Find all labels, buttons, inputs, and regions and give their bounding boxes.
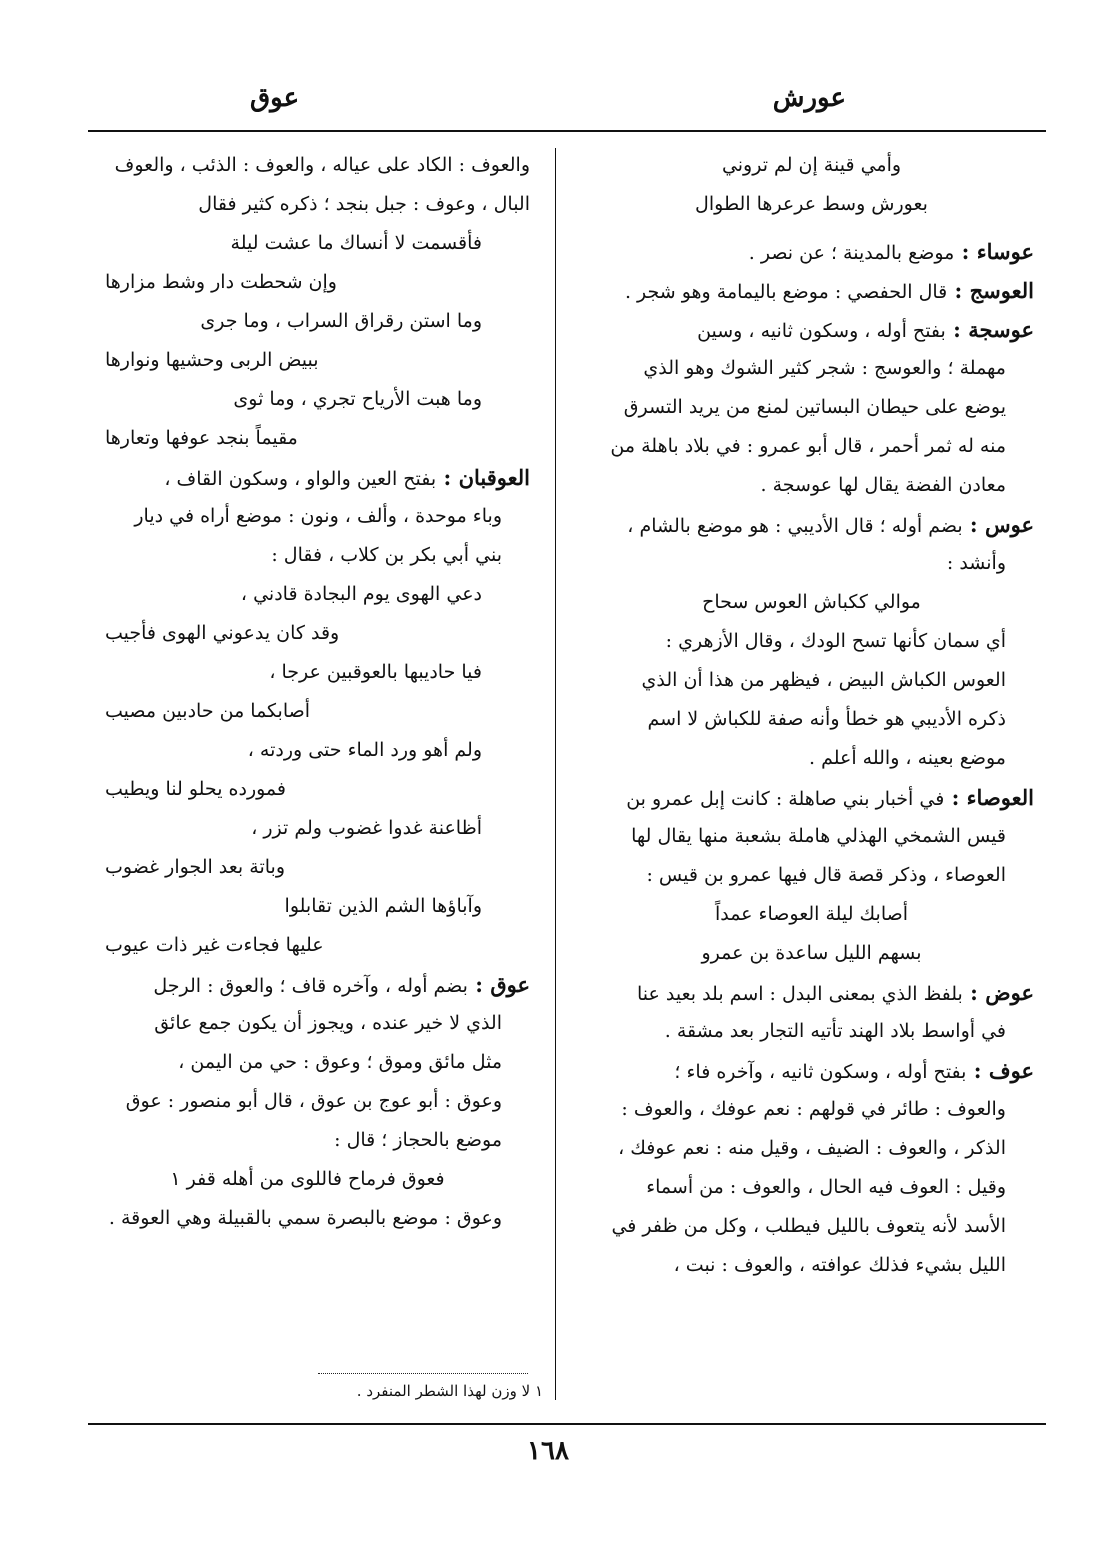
verse-line xyxy=(85,887,530,926)
line-text: مثل مائق وموق ؛ وعوق : حي من اليمن ، xyxy=(178,1051,502,1073)
line-text: وباء موحدة ، وألف ، ونون : موضع أراه في ديار xyxy=(134,505,502,527)
text-line xyxy=(589,700,1034,739)
text-line xyxy=(589,661,1034,700)
line-text: وما استن رقراق السراب ، وما جرى xyxy=(200,310,482,332)
bottom-rule xyxy=(88,1423,1046,1425)
page-number: ١٦٨ xyxy=(527,1436,569,1466)
text-line xyxy=(589,349,1034,388)
verse-line xyxy=(85,380,530,419)
line-text: بسهم الليل ساعدة بن عمرو xyxy=(701,942,922,964)
verse-line xyxy=(85,653,530,692)
headword: عوف : xyxy=(966,1058,1034,1083)
text-line xyxy=(85,497,530,536)
column-divider xyxy=(555,148,556,1400)
headword: العوسج : xyxy=(947,278,1034,303)
line-text: وآباؤها الشم الذين تقابلوا xyxy=(284,895,482,917)
entry-line xyxy=(589,778,1034,817)
line-text: وما هبت الأرياح تجري ، وما ثوى xyxy=(233,388,482,410)
text-line xyxy=(85,1121,530,1160)
line-text: الأسد لأنه يتعوف بالليل فيطلب ، وكل من ظفر في xyxy=(611,1215,1006,1237)
text-line xyxy=(589,622,1034,661)
line-text: بضم أوله ؛ قال الأديبي : هو موضع بالشام ، xyxy=(627,515,963,537)
headword: عوض : xyxy=(962,980,1034,1005)
verse-line xyxy=(85,341,530,380)
entry-line xyxy=(589,973,1034,1012)
verse-line xyxy=(85,224,530,263)
headword: العوقبان : xyxy=(436,465,530,490)
line-text: موضع بالحجاز ؛ قال : xyxy=(334,1129,502,1151)
line-text: وقيل : العوف فيه الحال ، والعوف : من أسماء xyxy=(646,1176,1006,1198)
headword: عوق : xyxy=(467,972,530,997)
text-line xyxy=(85,146,530,185)
verse-line xyxy=(85,263,530,302)
text-line xyxy=(589,427,1034,466)
line-text: بفتح أوله ، وسكون ثانيه ، وسين xyxy=(697,320,946,342)
text-line xyxy=(85,1199,530,1238)
line-text: الذكر ، والعوف : الضيف ، وقيل منه : نعم عوفك ، xyxy=(618,1137,1006,1159)
text-line xyxy=(589,388,1034,427)
line-text: وقد كان يدعوني الهوى فأجيب xyxy=(105,622,340,644)
entry-line xyxy=(85,965,530,1004)
line-text: قال الحفصي : موضع باليمامة وهو شجر . xyxy=(624,281,948,303)
line-text: وإن شحطت دار وشط مزارها xyxy=(105,271,337,293)
line-text: أظاعنة غدوا غضوب ولم تزر ، xyxy=(251,817,482,839)
verse-line xyxy=(85,302,530,341)
line-text: ذكره الأديبي هو خطأ وأنه صفة للكباش لا اسم xyxy=(647,708,1006,730)
text-line xyxy=(589,1129,1034,1168)
verse-line xyxy=(589,895,1034,934)
text-line xyxy=(589,1012,1034,1051)
text-line xyxy=(589,1246,1034,1285)
entry-line xyxy=(589,310,1034,349)
line-text: ولم أهو ورد الماء حتى وردته ، xyxy=(247,739,482,761)
verse-line xyxy=(589,146,1034,185)
footnote-rule xyxy=(318,1373,528,1374)
line-text: يوضع على حيطان البساتين لمنع من يريد التسرق xyxy=(623,396,1006,418)
line-text: موضع بعينه ، والله أعلم . xyxy=(809,747,1006,769)
text-line xyxy=(85,536,530,575)
line-text: بفتح أوله ، وسكون ثانيه ، وآخره فاء ؛ xyxy=(674,1061,967,1083)
text-line xyxy=(589,1090,1034,1129)
entry-line xyxy=(589,232,1034,271)
entry-line xyxy=(589,271,1034,310)
line-text: وأمي قينة إن لم تروني xyxy=(721,154,902,176)
verse-line xyxy=(85,419,530,458)
line-text: أصابكما من حادبين مصيب xyxy=(105,700,311,722)
verse-line xyxy=(85,731,530,770)
line-text: والعوف : طائر في قولهم : نعم عوفك ، والعوف : xyxy=(621,1098,1006,1120)
entry-line xyxy=(589,505,1034,544)
running-head-left: عوق xyxy=(250,83,300,113)
text-line xyxy=(589,856,1034,895)
line-text: وعوق : موضع بالبصرة سمي بالقبيلة وهي العوقة . xyxy=(108,1207,502,1229)
verse-line xyxy=(589,934,1034,973)
line-text: فعوق فرماح فاللوى من أهله قفر ١ xyxy=(170,1168,445,1190)
text-line xyxy=(589,817,1034,856)
line-text: الليل بشيء فذلك عوافته ، والعوف : نبت ، xyxy=(673,1254,1006,1276)
line-text: دعي الهوى يوم البجادة قادني ، xyxy=(240,583,482,605)
line-text: فأقسمت لا أنساك ما عشت ليلة xyxy=(230,232,482,254)
spacer xyxy=(589,224,1034,232)
verse-line xyxy=(85,809,530,848)
right-column xyxy=(589,146,1034,1285)
text-line xyxy=(589,1168,1034,1207)
line-text: فيا حاديبها بالعوقبين عرجا ، xyxy=(269,661,482,683)
line-text: بلفظ الذي بمعنى البدل : اسم بلد بعيد عنا xyxy=(636,983,963,1005)
line-text: عليها فجاءت غير ذات عيوب xyxy=(105,934,324,956)
top-rule xyxy=(88,130,1046,132)
line-text: والعوف : الكاد على عياله ، والعوف : الذئب ، والعوف xyxy=(114,154,530,176)
line-text: في أواسط بلاد الهند تأتيه التجار بعد مشقة . xyxy=(664,1020,1006,1042)
verse-line xyxy=(85,575,530,614)
line-text: العوصاء ، وذكر قصة قال فيها عمرو بن قيس : xyxy=(646,864,1006,886)
headword: عوساء : xyxy=(954,239,1034,264)
headword: عوسجة : xyxy=(945,317,1034,342)
verse-line xyxy=(589,583,1034,622)
entry-line xyxy=(589,1051,1034,1090)
line-text: موضع بالمدينة ؛ عن نصر . xyxy=(748,242,955,264)
line-text: وأنشد : xyxy=(946,552,1006,574)
verse-line xyxy=(85,1160,530,1199)
verse-line xyxy=(85,770,530,809)
text-line xyxy=(589,544,1034,583)
text-line xyxy=(85,185,530,224)
line-text: البال ، وعوف : جبل بنجد ؛ ذكره كثير فقال xyxy=(198,193,530,215)
line-text: وباتة بعد الجوار غضوب xyxy=(105,856,285,878)
line-text: مهملة ؛ والعوسج : شجر كثير الشوك وهو الذي xyxy=(643,357,1006,379)
line-text: بضم أوله ، وآخره قاف ؛ والعوق : الرجل xyxy=(153,975,468,997)
verse-line xyxy=(589,185,1034,224)
line-text: العوس الكباش البيض ، فيظهر من هذا أن الذي xyxy=(641,669,1006,691)
text-line xyxy=(589,1207,1034,1246)
line-text: في أخبار بني صاهلة : كانت إبل عمرو بن xyxy=(626,788,945,810)
line-text: قيس الشمخي الهذلي هاملة بشعبة منها يقال لها xyxy=(631,825,1006,847)
line-text: موالي ككباش العوس سحاح xyxy=(702,591,921,613)
headword: العوصاء : xyxy=(944,785,1034,810)
verse-line xyxy=(85,926,530,965)
footnote: ١ لا وزن لهذا الشطر المنفرد . xyxy=(356,1382,543,1400)
text-line xyxy=(85,1043,530,1082)
text-line xyxy=(85,1082,530,1121)
line-text: بعورش وسط عرعرها الطوال xyxy=(695,193,928,215)
verse-line xyxy=(85,614,530,653)
running-head-right: عورش xyxy=(772,83,846,113)
line-text: معادن الفضة يقال لها عوسجة . xyxy=(760,474,1006,496)
headword: عوس : xyxy=(962,512,1034,537)
verse-line xyxy=(85,692,530,731)
line-text: مقيماً بنجد عوفها وتعارها xyxy=(105,427,298,449)
line-text: ببيض الربى وحشيها ونوارها xyxy=(105,349,319,371)
line-text: بني أبي بكر بن كلاب ، فقال : xyxy=(271,544,502,566)
line-text: وعوق : أبو عوج بن عوق ، قال أبو منصور : عوق xyxy=(125,1090,502,1112)
line-text: بفتح العين والواو ، وسكون القاف ، xyxy=(164,468,437,490)
left-column xyxy=(85,146,530,1238)
line-text: الذي لا خير عنده ، ويجوز أن يكون جمع عائق xyxy=(154,1012,502,1034)
line-text: أصابك ليلة العوصاء عمداً xyxy=(714,903,909,925)
text-line xyxy=(85,1004,530,1043)
entry-line xyxy=(85,458,530,497)
line-text: فمورده يحلو لنا ويطيب xyxy=(105,778,287,800)
verse-line xyxy=(85,848,530,887)
text-line xyxy=(589,466,1034,505)
line-text: أي سمان كأنها تسح الودك ، وقال الأزهري : xyxy=(665,630,1006,652)
line-text: منه له ثمر أحمر ، قال أبو عمرو : في بلاد باهلة من xyxy=(610,435,1006,457)
text-line xyxy=(589,739,1034,778)
